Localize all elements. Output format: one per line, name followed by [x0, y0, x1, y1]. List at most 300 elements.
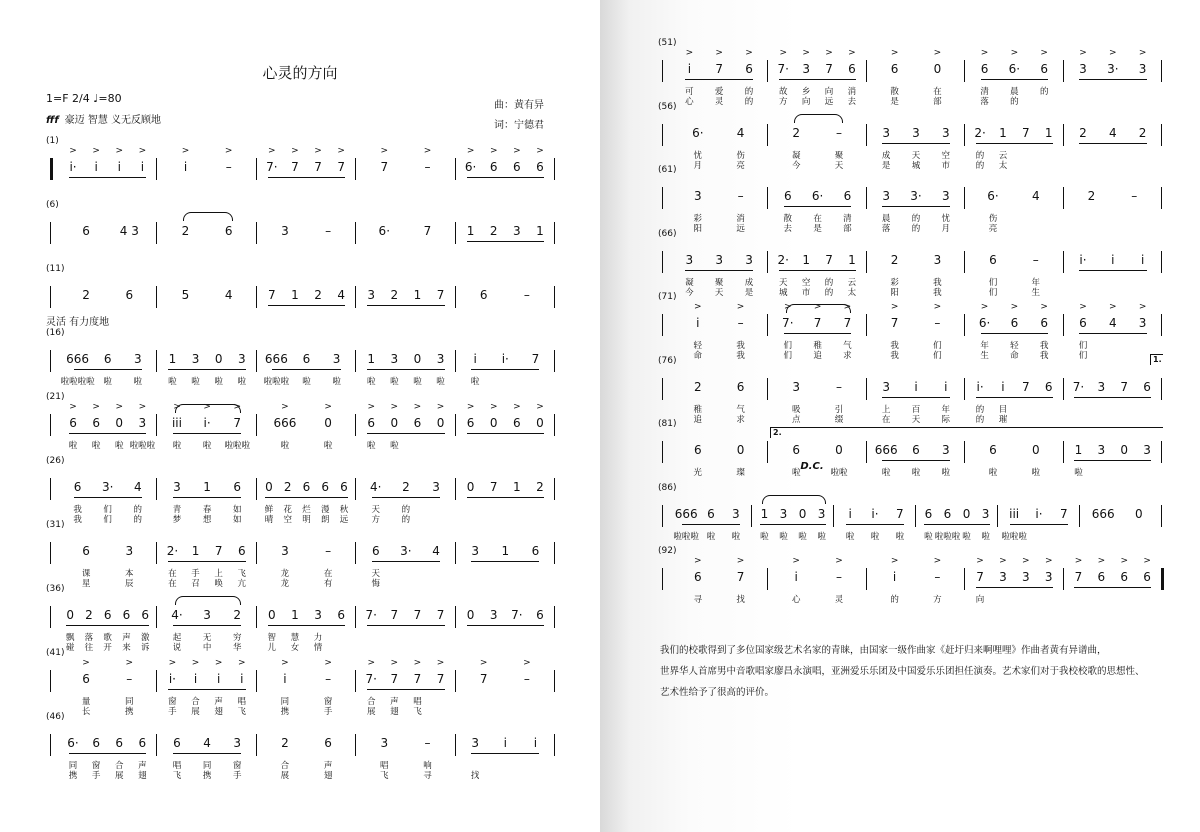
note: –: [1032, 252, 1039, 267]
beam-underline: [976, 397, 1053, 398]
measure-number: (51): [658, 38, 677, 48]
note: i·: [1079, 252, 1087, 267]
note: 7: [479, 672, 488, 686]
measure-number: (56): [658, 101, 677, 112]
accent-mark: >: [736, 556, 745, 566]
note: 3: [802, 62, 810, 76]
bar-line: [1063, 60, 1064, 82]
staff-line: [662, 187, 1162, 209]
tie-slur: [762, 495, 825, 504]
note: 2: [82, 288, 90, 302]
staff-line: [50, 350, 555, 372]
description-line-2: 世界华人首席男中音歌唱家廖昌永演唱，亚洲爱乐乐团及中国爱乐乐团担任演奏。艺术家们对于我校校歌的思想性、: [660, 666, 1145, 677]
note: i: [892, 570, 897, 584]
beam-underline: [367, 625, 444, 626]
note: 6·: [811, 189, 824, 203]
bar-line: [964, 124, 965, 146]
lyric-syllable: 的: [890, 595, 899, 605]
lyric-syllable: 们: [103, 515, 112, 525]
beam-underline: [66, 625, 149, 626]
note: 6: [367, 416, 376, 430]
note: 3: [999, 570, 1007, 584]
lyric-syllable: 云: [847, 277, 857, 288]
lyric-syllable: 龙: [280, 569, 290, 579]
bar-line: [455, 606, 456, 628]
note: 6: [745, 62, 753, 76]
note: 7·: [365, 672, 377, 686]
note: 3: [133, 352, 142, 366]
lyric-syllable: 月: [693, 160, 703, 171]
measure-number: (31): [46, 520, 65, 530]
beam-underline: [69, 433, 146, 434]
note: i: [944, 379, 948, 394]
note: 6: [237, 544, 246, 558]
accent-mark: >: [214, 658, 223, 668]
note: 7·: [266, 160, 278, 174]
bar-line: [455, 414, 456, 436]
accent-mark: >: [1120, 556, 1129, 566]
note: 3: [471, 736, 479, 750]
lyric-syllable: 啦: [941, 468, 951, 478]
note: 3: [779, 506, 788, 521]
accent-mark: >: [1040, 302, 1048, 312]
beam-underline: [367, 689, 444, 690]
note: 7: [436, 672, 445, 686]
bar-line: [964, 314, 965, 336]
note: 7: [214, 544, 223, 558]
note: 0: [390, 416, 399, 430]
accent-mark: >: [890, 302, 899, 312]
lyric-syllable: 啦啦啦: [934, 531, 961, 542]
note: 4: [1108, 125, 1117, 140]
note: 3: [173, 480, 181, 494]
note: 1: [760, 506, 769, 521]
beam-underline: [372, 561, 440, 562]
lyric-syllable: 携: [125, 707, 134, 717]
note: 3: [1138, 316, 1147, 330]
note: 3: [817, 506, 826, 521]
lyric-syllable: 窗: [232, 761, 242, 771]
expression-text: 豪迈 智慧 义无反顾地: [64, 115, 162, 126]
bar-line: [1063, 568, 1064, 590]
note: 3: [380, 736, 389, 750]
accent-mark: >: [736, 302, 745, 312]
bar-line: [1161, 187, 1162, 209]
note: 666: [674, 506, 698, 521]
note: 3: [882, 379, 890, 394]
accent-mark: >: [92, 146, 100, 156]
bar-line: [1161, 314, 1162, 336]
bar-line: [964, 251, 965, 273]
beam-underline: [74, 369, 142, 370]
lyric-syllable: 智: [267, 633, 277, 643]
accent-mark: >: [291, 146, 299, 156]
accent-mark: >: [1040, 48, 1048, 58]
bar-line: [1079, 505, 1080, 527]
accent-mark: >: [1138, 302, 1147, 312]
staff-line: [662, 302, 1162, 336]
note: 6: [233, 480, 242, 494]
bar-line: [554, 222, 555, 244]
note: 6: [82, 224, 90, 238]
note: 6·: [67, 736, 79, 750]
lyricist-credit: 词：宁德君: [494, 120, 544, 131]
note: 2: [1138, 125, 1147, 140]
bar-line: [256, 734, 257, 756]
lyric-syllable: 亢: [237, 579, 247, 589]
bar-line: [50, 414, 51, 436]
bar-line: [355, 158, 356, 180]
lyric-syllable: 百: [911, 404, 921, 415]
bar-line: [1161, 505, 1162, 527]
note: –: [835, 125, 842, 140]
note: 4: [224, 288, 233, 302]
accent-mark: >: [745, 48, 753, 58]
note: 5: [181, 288, 190, 302]
lyric-syllable: 生: [980, 351, 989, 361]
lyric-syllable: 碰: [65, 643, 75, 653]
bar-line: [1161, 124, 1162, 146]
bar-line: [156, 350, 157, 372]
lyric-syllable: 啦: [237, 377, 247, 387]
note: 6: [324, 736, 332, 750]
lyric-syllable: 落: [980, 97, 989, 107]
note: 1: [191, 544, 200, 558]
bar-line: [355, 286, 356, 308]
measure-number: (16): [46, 328, 65, 338]
lyric-syllable: 手: [168, 707, 177, 717]
lyric-syllable: 的: [1010, 97, 1019, 107]
lyric-syllable: 啦: [791, 468, 801, 478]
lyric-syllable: 们: [988, 277, 998, 288]
lyric-syllable: 啦: [168, 377, 177, 387]
score-system: [46, 200, 555, 262]
bar-line: [554, 286, 555, 308]
note: 6: [466, 416, 475, 430]
bar-line: [662, 124, 663, 146]
lyric-syllable: 中: [202, 643, 212, 653]
lyric-syllable: 落: [84, 633, 94, 643]
expression-marking: [46, 111, 161, 126]
accent-mark: >: [115, 402, 124, 412]
lyric-syllable: 月: [941, 224, 951, 234]
lyric-syllable: 亮: [988, 224, 998, 234]
dynamic-marking: fff: [46, 115, 59, 126]
note: –: [737, 316, 744, 330]
note: i: [94, 160, 98, 174]
lyric-syllable: 缀: [834, 414, 844, 425]
accent-mark: >: [324, 402, 332, 412]
note: 6: [115, 736, 124, 750]
note: 6: [173, 736, 181, 750]
note: 6·: [1008, 62, 1021, 76]
beam-underline: [882, 397, 950, 398]
lyric-syllable: 命: [1010, 351, 1019, 361]
lyric-syllable: 声: [138, 761, 147, 771]
lyric-syllable: 烂: [302, 505, 311, 515]
lyric-syllable: 在: [881, 414, 891, 425]
score-system: [658, 546, 1162, 608]
note: 3: [882, 189, 890, 203]
lyric-syllable: 力: [313, 633, 323, 643]
accent-mark: >: [694, 556, 702, 566]
note: 7: [715, 62, 724, 76]
accent-mark: >: [138, 402, 147, 412]
note: 6: [413, 416, 422, 430]
bar-line: [256, 478, 257, 500]
lyric-syllable: 同: [125, 697, 134, 707]
lyric-syllable: 际: [941, 414, 951, 425]
accent-mark: >: [281, 658, 289, 668]
note: 2·: [974, 125, 986, 140]
accent-mark: >: [933, 556, 942, 566]
lyric-syllable: 翅: [214, 707, 223, 717]
note: 7: [1120, 379, 1129, 394]
note: i: [140, 160, 145, 174]
note: 1: [466, 224, 475, 238]
note: 666: [264, 352, 288, 366]
measure-number: (66): [658, 228, 677, 239]
note: 6: [536, 608, 544, 622]
lyric-syllable: 合: [366, 697, 376, 707]
note: 6: [479, 288, 488, 302]
note: 6: [1010, 316, 1019, 330]
note: 3·: [101, 480, 114, 494]
lyric-syllable: 的: [975, 414, 985, 425]
note: i: [283, 672, 287, 686]
bar-line: [767, 378, 768, 400]
accent-mark: >: [168, 658, 177, 668]
lyric-syllable: 长: [81, 707, 91, 717]
section-marking: 灵活 有力度地: [46, 317, 110, 328]
note: 7: [813, 316, 822, 330]
lyric-syllable: 合: [191, 697, 200, 707]
bar-line: [156, 542, 157, 564]
dc-marking: D.C.: [800, 461, 824, 472]
note: 0: [736, 443, 745, 457]
note: 7·: [782, 316, 794, 330]
lyric-syllable: 窗: [91, 761, 101, 771]
staff-line: [50, 658, 555, 692]
lyric-syllable: 方: [371, 515, 381, 525]
note: 4 3: [119, 224, 139, 238]
note: 0: [1120, 443, 1129, 457]
lyric-syllable: 的: [911, 224, 921, 234]
lyric-syllable: 聚: [834, 150, 844, 161]
lyric-syllable: 展: [366, 707, 376, 717]
bar-line: [50, 286, 51, 308]
note: 2: [693, 379, 702, 394]
bar-line: [1063, 314, 1064, 336]
note: 6·: [464, 160, 477, 174]
lyric-syllable: 花: [283, 505, 292, 515]
measure-number: (81): [658, 419, 677, 429]
note: 2: [283, 480, 292, 494]
bar-line: [355, 222, 356, 244]
accent-mark: >: [413, 658, 422, 668]
note: 6: [371, 544, 380, 558]
note: i: [240, 672, 244, 686]
measure-number: (11): [46, 264, 65, 274]
song-title: 心灵的方向: [262, 64, 338, 82]
lyric-syllable: 璨: [736, 468, 745, 478]
lyric-syllable: 们: [933, 351, 942, 361]
lyric-syllable: 啦啦: [830, 468, 848, 478]
lyric-syllable: 聚: [714, 277, 724, 288]
lyric-syllable: 的: [975, 404, 985, 415]
lyric-syllable: 手: [323, 707, 333, 717]
beam-underline: [976, 143, 1053, 144]
lyric-syllable: 啦: [323, 441, 333, 451]
accent-mark: >: [1079, 48, 1087, 58]
bar-line: [256, 350, 257, 372]
note: 2: [85, 608, 93, 622]
bar-line: [866, 314, 867, 336]
lyric-syllable: 秋: [339, 505, 349, 515]
note: –: [835, 379, 842, 394]
accent-mark: >: [390, 658, 399, 668]
beam-underline: [168, 369, 245, 370]
lyric-syllable: 向: [824, 87, 834, 97]
lyric-syllable: 的: [401, 505, 411, 515]
lyric-syllable: 散: [783, 214, 793, 224]
lyric-syllable: 追: [813, 351, 822, 361]
note: 6: [1040, 316, 1049, 330]
note: 3: [471, 544, 479, 558]
lyric-syllable: 诉: [140, 643, 150, 653]
lyric-syllable: 云: [998, 150, 1008, 161]
beam-underline: [1074, 587, 1151, 588]
lyric-syllable: 如: [232, 505, 242, 515]
accent-mark: >: [1079, 302, 1087, 312]
note: 6: [912, 443, 920, 457]
lyric-syllable: 啦: [68, 441, 78, 451]
lyric-syllable: 轻: [1010, 341, 1019, 351]
lyric-syllable: 飞: [380, 771, 389, 781]
lyric-syllable: 天: [911, 414, 921, 425]
note: 6: [122, 608, 131, 622]
bar-line: [1063, 251, 1064, 273]
tie-slur: [183, 212, 232, 221]
bar-line: [50, 542, 51, 564]
bar-line: [355, 414, 356, 436]
lyric-syllable: 今: [791, 160, 801, 171]
lyric-syllable: 我: [1039, 341, 1049, 351]
bar-line: [1161, 568, 1164, 590]
measure-number: (92): [658, 546, 677, 556]
staff-line: [50, 222, 555, 244]
note: 3: [237, 352, 246, 366]
lyric-syllable: 灵: [834, 595, 844, 605]
lyric-syllable: 空: [283, 515, 292, 525]
note: 6: [989, 252, 997, 267]
note: 7: [291, 160, 299, 174]
note: –: [523, 672, 530, 686]
lyric-syllable: 彩: [890, 277, 899, 288]
bar-line: [866, 441, 867, 463]
lyric-syllable: 我: [73, 505, 82, 515]
note: 2: [536, 480, 544, 494]
lyric-syllable: 的: [133, 515, 143, 525]
lyric-syllable: 落: [881, 224, 891, 234]
note: i: [216, 672, 221, 686]
lyric-syllable: 穷: [232, 633, 242, 643]
staff-line: [662, 251, 1162, 273]
beam-underline: [882, 143, 950, 144]
note: i: [696, 316, 700, 330]
note: 6: [989, 443, 997, 457]
lyric-syllable: 唱: [172, 761, 182, 771]
beam-underline: [268, 177, 345, 178]
lyric-syllable: 歌: [103, 633, 112, 643]
note: 7: [1074, 570, 1083, 584]
accent-mark: >: [843, 302, 852, 312]
note: 6: [340, 480, 348, 494]
accent-mark: >: [1143, 556, 1151, 566]
note: 3: [685, 252, 694, 267]
lyric-syllable: 空: [801, 277, 811, 288]
lyric-syllable: 窗: [168, 697, 177, 707]
bar-line: [256, 606, 257, 628]
accent-mark: >: [173, 402, 181, 412]
note: 3: [745, 252, 753, 267]
bar-line: [1063, 124, 1064, 146]
accent-mark: >: [138, 146, 147, 156]
note: 0: [466, 480, 475, 494]
lyric-syllable: 慧: [290, 633, 300, 643]
beam-underline: [685, 79, 753, 80]
beam-underline: [467, 177, 544, 178]
note: 6: [843, 189, 852, 203]
note: 666: [874, 443, 898, 457]
accent-mark: >: [125, 658, 134, 668]
beam-underline: [367, 369, 444, 370]
note: 2: [1079, 125, 1087, 140]
note: 2: [489, 224, 498, 238]
accent-mark: >: [69, 146, 77, 156]
lyric-syllable: 啦啦啦啦: [60, 377, 95, 387]
note: 6: [321, 480, 330, 494]
note: –: [737, 189, 744, 203]
lyric-syllable: 今: [685, 287, 694, 298]
lyric-syllable: 同: [280, 697, 290, 707]
note: 4: [203, 736, 211, 750]
note: 3: [715, 252, 724, 267]
beam-underline: [471, 561, 539, 562]
lyric-syllable: 翅: [323, 771, 333, 781]
accent-mark: >: [479, 658, 488, 668]
lyric-syllable: 梦: [172, 515, 182, 525]
note: 3: [1097, 443, 1106, 457]
score-system: [46, 136, 555, 198]
accent-mark: >: [848, 48, 856, 58]
note: 0: [324, 416, 332, 430]
note: –: [523, 288, 530, 302]
note: 7: [825, 252, 833, 267]
accent-mark: >: [489, 146, 498, 156]
note: 0: [1134, 506, 1143, 521]
lyric-syllable: 在: [168, 579, 177, 589]
accent-mark: >: [1109, 48, 1117, 58]
beam-underline: [471, 753, 539, 754]
bar-line: [455, 734, 456, 756]
bar-line: [866, 187, 867, 209]
accent-mark: >: [203, 402, 211, 412]
lyric-syllable: 飞: [413, 707, 422, 717]
note: 6: [943, 506, 952, 521]
lyric-syllable: 向: [801, 97, 811, 107]
note: –: [934, 570, 941, 584]
